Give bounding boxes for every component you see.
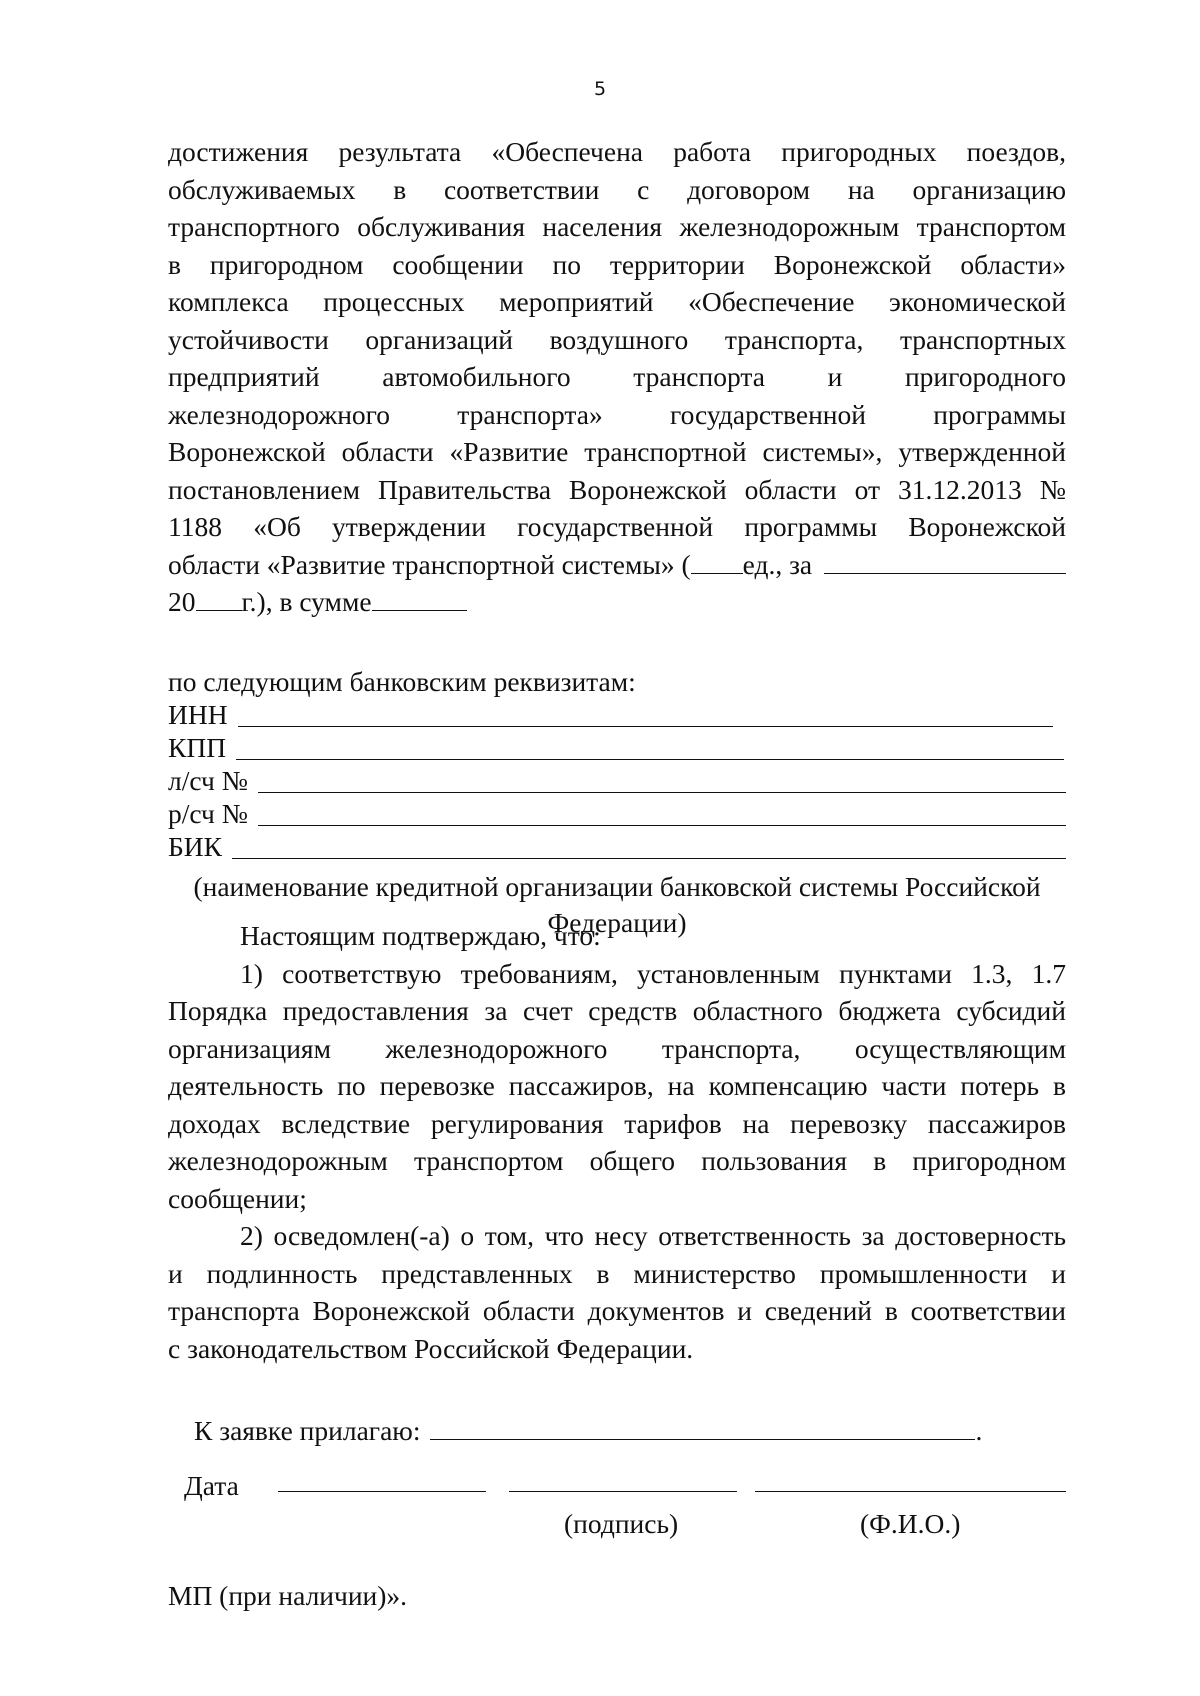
confirm-heading: Настоящим подтверждаю, что: [240, 920, 601, 951]
date-blank[interactable] [278, 1491, 486, 1492]
bank-caption-line: (наименование кредитной организации банковской системы Российской [193, 871, 1041, 902]
field-label: ИНН [168, 698, 228, 730]
item2-line: транспорта Воронежской области документов и сведений в соответствии [168, 1295, 1066, 1326]
item1-line: железнодорожным транспортом общего пользования в пригородном [168, 1145, 1066, 1176]
sum-label: г.), в сумме [241, 586, 372, 617]
intro-line-text: ед., за [742, 548, 813, 580]
bank-caption-line: Федерации) [547, 907, 687, 938]
intro-line-year [168, 583, 1066, 621]
bank-details [168, 663, 1066, 941]
intro-line: транспортного обслуживания населения железнодорожным транспортом [168, 211, 1066, 242]
intro-line: в пригородном сообщении по территории Воронежской области» [168, 248, 1066, 280]
item2-line: и подлинность представленных в министерство промышленности и [168, 1257, 1066, 1289]
intro-line: обслуживаемых в соответствии с договором на организацию [168, 173, 1066, 205]
inn-field[interactable] [168, 700, 1053, 733]
intro-line: железнодорожного транспорта» государственной программы [168, 398, 1066, 430]
intro-paragraph [168, 133, 1066, 621]
item2-line: с законодательством Российской Федерации. [168, 1332, 694, 1364]
item1-line: 1) соответствую требованиям, установленным пунктами 1.3, 1.7 [240, 957, 1066, 989]
page-number: 5 [593, 78, 607, 100]
intro-line: Воронежской области «Развитие транспортной системы», утвержденной [168, 436, 1066, 467]
attachment-label: К заявке прилагаю: [194, 1415, 421, 1446]
settlement-account-field[interactable] [168, 799, 1066, 832]
item1-line: доходах вследствие регулирования тарифов на перевозку пассажиров [168, 1107, 1066, 1139]
attachment-row [194, 1415, 1034, 1447]
field-label: КПП [168, 731, 227, 763]
bik-field[interactable] [168, 832, 1066, 865]
stamp-note: МП (при наличии)». [168, 1580, 408, 1611]
sum-blank[interactable] [372, 586, 467, 611]
signature-caption: (подпись) [564, 1508, 679, 1539]
field-label: БИК [168, 830, 222, 862]
bank-heading: по следующим банковским реквизитам: [168, 666, 636, 697]
intro-line: постановлением Правительства Воронежской области от 31.12.2013 № [168, 473, 1066, 505]
attachment-blank[interactable] [430, 1415, 975, 1440]
intro-line: устойчивости организаций воздушного транспорта, транспортных [168, 323, 1066, 355]
name-caption: (Ф.И.О.) [860, 1508, 961, 1539]
kpp-field[interactable] [168, 733, 1064, 766]
item1-line: деятельность по перевозке пассажиров, на компенсацию части потерь в [168, 1070, 1066, 1101]
period-blank[interactable] [824, 549, 1066, 574]
intro-line-with-blanks [168, 546, 1066, 584]
item1-line: организациям железнодорожного транспорта, осуществляющим [168, 1032, 1066, 1064]
intro-line: 1188 «Об утверждении государственной программы Воронежской [168, 511, 1066, 542]
units-blank[interactable] [691, 549, 743, 574]
field-label: р/сч № [168, 797, 248, 829]
intro-line: предприятий автомобильного транспорта и пригородного [168, 361, 1066, 392]
attachment-end: . [975, 1415, 983, 1446]
item1-line: сообщении; [168, 1182, 307, 1214]
intro-line: достижения результата «Обеспечена работа пригородных поездов, [168, 136, 1066, 167]
year-blank[interactable] [196, 586, 242, 611]
signature-blank[interactable] [509, 1491, 737, 1492]
name-blank[interactable] [755, 1491, 1066, 1492]
item1-line: Порядка предоставления за счет средств областного бюджета субсидий [168, 995, 1066, 1026]
date-label: Дата [184, 1470, 239, 1501]
intro-line-text: области «Развитие транспортной системы» ( [168, 548, 691, 580]
item2-line: 2) осведомлен(-а) о том, что несу ответственность за достоверность [240, 1220, 1066, 1251]
year-prefix: 20 [168, 586, 196, 617]
intro-line: комплекса процессных мероприятий «Обеспечение экономической [168, 286, 1066, 317]
confirmation-section [168, 917, 1066, 1367]
personal-account-field[interactable] [168, 766, 1066, 799]
field-label: л/сч № [168, 764, 248, 796]
